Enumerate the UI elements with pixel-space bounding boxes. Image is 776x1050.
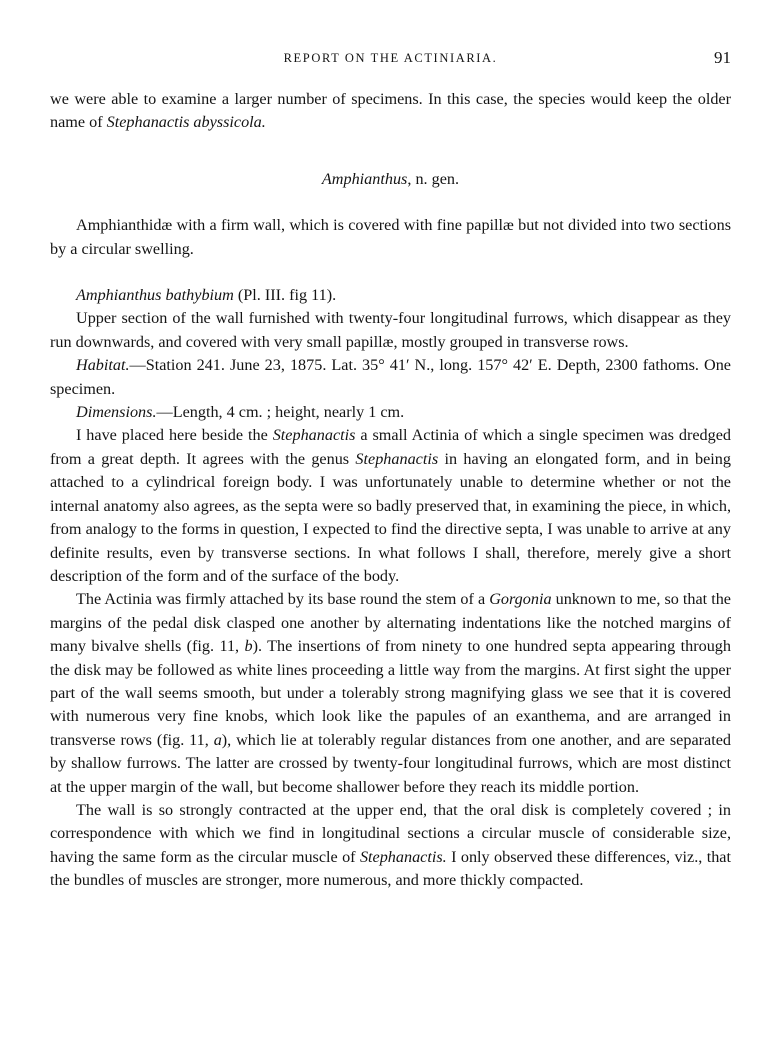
genus-heading: Amphianthus, n. gen. bbox=[321, 169, 460, 188]
paragraph-attachment: The Actinia was firmly attached by its base round the stem of a Gorgonia unknown to me, so that the margins of the pedal disk clasped one another by alternating indentations like the notched margins of many bivalve shells (fig. 11, b). The insertions of from ninety to one hundred septa appearing through the disk may be followed as white lines proceeding a little way from the margins. At first sight the upper part of the wall seems smooth, but under a tolerably strong magnifying glass we see that it is covered with numerous very fine knobs, which look like the papules of an exanthema, and are arranged in transverse rows (fig. 11, a), which lie at tolerably regular distances from one another, and are separated by shallow furrows. The latter are crossed by twenty-four longitudinal furrows, which are most distinct at the upper margin of the wall, but become shallower before they reach its middle portion. bbox=[50, 590, 731, 796]
wall-description: Upper section of the wall furnished with twenty-four longitudinal furrows, which disappear as they run downwards, and covered with very small papillæ, mostly grouped in transverse rows. bbox=[50, 309, 731, 351]
dimensions-paragraph: Dimensions.—Length, 4 cm. ; height, nearly 1 cm. bbox=[76, 403, 405, 422]
genus-description: Amphianthidæ with a firm wall, which is covered with fine papillæ but not divided into two sections by a circular swelling. bbox=[50, 216, 731, 258]
paragraph-wall-muscle: The wall is so strongly contracted at the upper end, that the oral disk is completely covered ; in correspondence with which we find in longitudinal sections a circular muscle of considerable size, having the same form as the circular muscle of Stephanactis. I only observed these differences, viz., that the bundles of muscles are stronger, more numerous, and more thickly compacted. bbox=[50, 800, 731, 890]
document-body bbox=[50, 88, 731, 893]
page-header bbox=[50, 48, 731, 70]
running-title: REPORT ON THE ACTINIARIA. bbox=[283, 51, 498, 65]
paragraph-placement: I have placed here beside the Stephanactis a small Actinia of which a single specimen was dredged from a great depth. It agrees with the genus Stephanactis in having an elongated form, and in being attached to a cylindrical foreign body. I was unfortunately unable to determine whether or not the internal anatomy also agrees, as the septa were so badly preserved that, in examining the piece, in which, from analogy to the forms in question, I expected to find the directive septa, I was unable to arrive at any definite results, even by transverse sections. In what follows I shall, therefore, merely give a short description of the form and of the surface of the body. bbox=[50, 426, 731, 585]
habitat-paragraph: Habitat.—Station 241. June 23, 1875. Lat. 35° 41′ N., long. 157° 42′ E. Depth, 2300 fathoms. One specimen. bbox=[50, 356, 731, 398]
document-page bbox=[50, 0, 731, 1050]
species-heading: Amphianthus bathybium (Pl. III. fig 11). bbox=[76, 286, 337, 305]
paragraph-continuation: we were able to examine a larger number of specimens. In this case, the species would keep the older name of Stephanactis abyssicola. bbox=[50, 90, 731, 132]
species-name: Stephanactis abyssicola. bbox=[106, 113, 266, 132]
page-number: 91 bbox=[714, 48, 731, 67]
